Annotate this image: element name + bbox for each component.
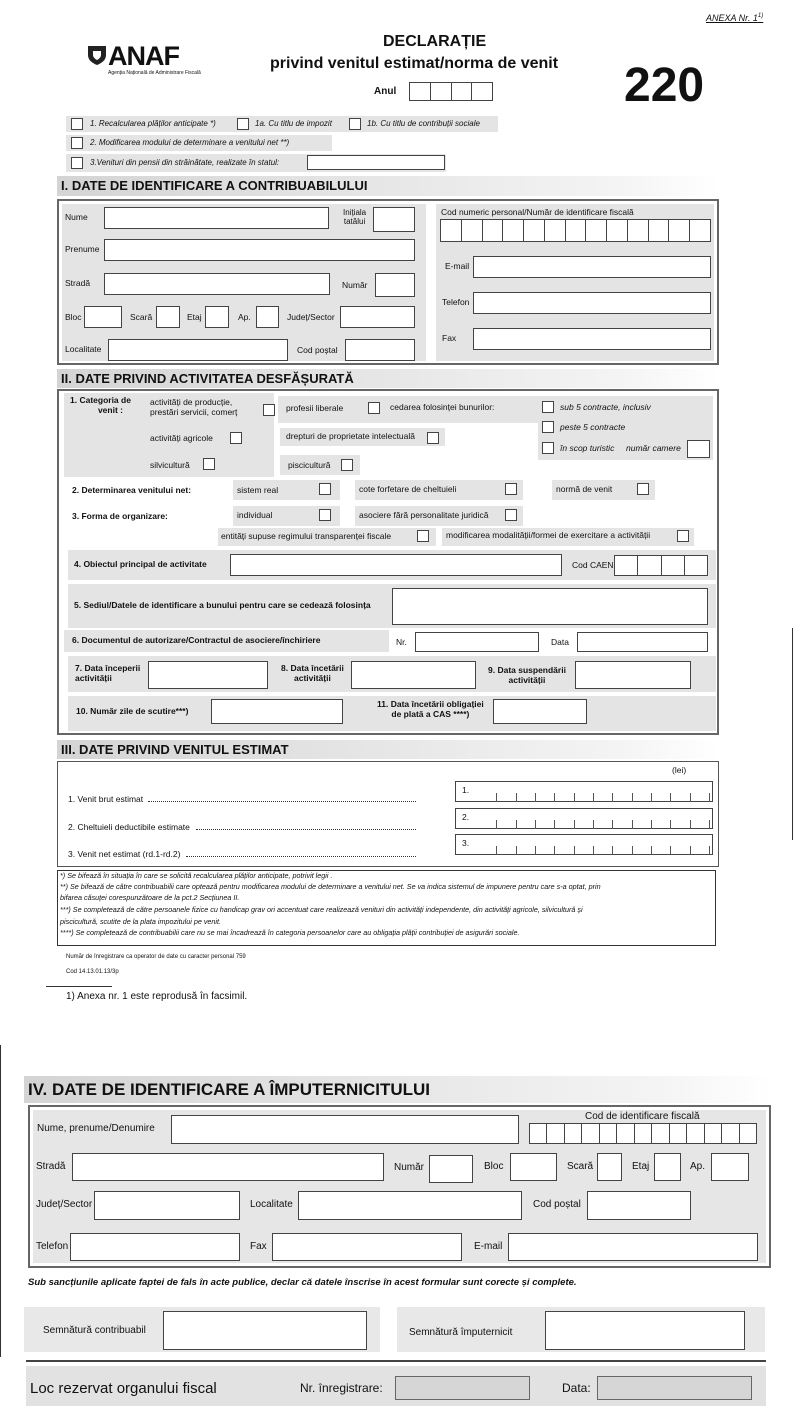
section-4-title: IV. DATE DE IDENTIFICARE A ÎMPUTERNICITULUI [24,1076,771,1103]
imp-numar-input[interactable] [429,1155,473,1183]
strada-input[interactable] [104,273,330,295]
bloc-input[interactable] [84,306,122,328]
silvicultura-checkbox[interactable] [203,458,215,470]
peste5-checkbox[interactable] [542,421,554,433]
modificare-label: 2. Modificarea modului de determinare a venitului net **) [90,138,290,147]
imp-nume-label: Nume, prenume/Denumire [37,1123,155,1134]
turistic-checkbox[interactable] [542,442,554,454]
cote-label: cote forfetare de cheltuieli [359,484,457,494]
imp-ap-input[interactable] [711,1153,749,1181]
asociere-checkbox[interactable] [505,509,517,521]
incetarii-input[interactable] [351,661,476,689]
row-2-number: 2. [462,812,470,822]
recalculare-checkbox[interactable] [71,118,83,130]
drepturi-label: drepturi de proprietate intelectuală [286,431,415,441]
note-2b: bifarea căsuței corespunzătoare de la pct.2 Secțiunea II. [60,893,240,902]
section-2-title: II. DATE PRIVIND ACTIVITATEA DESFĂȘURATĂ [57,369,719,388]
obiect-input[interactable] [230,554,562,576]
obiect-label: 4. Obiectul principal de activitate [74,559,207,569]
venit-brut-label: 1. Venit brut estimat [68,794,144,804]
imp-ap-label: Ap. [690,1161,706,1172]
cote-checkbox[interactable] [505,483,517,495]
nume-input[interactable] [104,207,329,229]
sediul-label: 5. Sediul/Datele de identificare a bunului pentru care se cedează folosința [74,600,371,610]
caen-input[interactable] [614,555,708,576]
shield-icon [86,44,108,66]
note-1: *) Se bifează în situația în care se solicită recalcularea plăților anticipate, potrivit legii . [60,871,333,880]
logo-subtitle: Agenția Națională de Administrare Fiscală [108,70,201,76]
anexa-label: ANEXA Nr. 1$^{1)}$ [706,13,764,23]
row-1-number: 1. [462,785,470,795]
norma-checkbox[interactable] [637,483,649,495]
venit-net-input[interactable] [455,834,713,855]
numar-input[interactable] [375,273,415,297]
scara-label: Scară [130,312,153,322]
drepturi-checkbox[interactable] [427,432,439,444]
sistem-real-label: sistem real [237,485,279,495]
semn-imput-label: Semnătură împuternicit [409,1327,513,1338]
entitati-checkbox[interactable] [417,530,429,542]
imp-email-label: E-mail [474,1241,503,1252]
venit-net-label: 3. Venit net estimat (rd.1-rd.2) [68,849,181,859]
imp-cod-postal-label: Cod poștal [533,1199,581,1210]
semn-contrib-label: Semnătură contribuabil [43,1325,146,1336]
cheltuieli-label: 2. Cheltuieli deductibile estimate [68,822,190,832]
cas-input[interactable] [493,699,587,724]
documentul-label: 6. Documentul de autorizare/Contractul de asociere/închiriere [72,635,321,645]
note-3b: piscicultură, scutite de la plata impozitului pe venit. [60,917,222,926]
productie-label: activități de producție, prestări servicii, comerț [150,397,238,417]
stat-input[interactable] [307,155,445,170]
imp-scara-label: Scară [567,1161,594,1172]
titlu-impozit-label: 1a. Cu titlu de impozit [255,119,332,128]
imp-cif-input[interactable] [529,1123,757,1144]
profesii-label: profesii liberale [286,403,344,413]
semn-contrib-input[interactable] [163,1311,367,1350]
prenume-input[interactable] [104,239,415,261]
prenume-label: Prenume [65,244,100,254]
imp-strada-input[interactable] [72,1153,384,1181]
entitati-label: entități supuse regimului transparenței fiscale [221,531,392,541]
determinarea-label: 2. Determinarea venitului net: [72,485,192,495]
cod-postal-label: Cod poștal [297,345,338,355]
imp-telefon-input[interactable] [70,1233,240,1261]
an-input[interactable] [409,82,493,101]
individual-label: individual [237,510,273,520]
note-2a: **) Se bifează de către contribuabilii care optează pentru modificarea modului de determinare a venitului net. Se va indica sistemul de impunere pentru care s-a optat, prin [60,882,601,891]
imp-telefon-label: Telefon [36,1241,69,1252]
titlu-contributii-label: 1b. Cu titlu de contribuții sociale [367,119,480,128]
camere-label: număr camere [626,443,681,453]
modificarea-label: modificarea modalității/formei de exercitare a activității [446,530,651,540]
judet-label: Județ/Sector [287,312,335,322]
data-input[interactable] [597,1376,752,1400]
ap-label: Ap. [238,312,251,322]
imp-cod-postal-input[interactable] [587,1191,691,1220]
telefon-label: Telefon [442,297,470,307]
silvicultura-label: silvicultură [150,460,190,470]
lei-label: (lei) [672,765,687,775]
imp-fax-input[interactable] [272,1233,462,1261]
sediul-input[interactable] [392,588,708,625]
telefon-input[interactable] [473,292,711,314]
fax-input[interactable] [473,328,711,350]
recalculare-label: 1. Recalcularea plăților anticipate *) [90,119,216,128]
ap-input[interactable] [256,306,279,328]
note-3a: ***) Se completează de către persoanele fizice cu handicap grav ori accentuat care realizează venituri din activități independente, din activități agricole, silvicultură și [60,905,583,914]
piscicultura-checkbox[interactable] [341,459,353,471]
imp-localitate-label: Localitate [250,1199,293,1210]
sub5-checkbox[interactable] [542,401,554,413]
caen-label: Cod CAEN [572,560,614,570]
scutire-label: 10. Număr zile de scutire***) [76,706,189,716]
agricole-label: activități agricole [150,433,213,443]
doc-data-label: Data [551,637,569,647]
imp-numar-label: Număr [394,1162,425,1173]
title-subtitle: privind venitul estimat/norma de venit [270,55,559,72]
sistem-real-checkbox[interactable] [319,483,331,495]
imp-scara-input[interactable] [597,1153,622,1181]
doc-nr-label: Nr. [396,637,407,647]
footnote: 1) Anexa nr. 1 este reprodusă în facsimil. [66,991,248,1002]
fax-label: Fax [442,333,457,343]
nume-label: Nume [65,212,88,222]
initiala-input[interactable] [373,207,415,232]
form-code: Cod 14.13.01.13/3p [66,969,119,975]
cedarea-label: cedarea folosinței bunurilor: [390,402,495,412]
pensii-checkbox[interactable] [71,157,83,169]
profesii-checkbox[interactable] [368,402,380,414]
title-declaratie: DECLARAȚIE [383,33,487,50]
imp-cif-label: Cod de identificare fiscală [585,1111,700,1122]
titlu-contributii-checkbox[interactable] [349,118,361,130]
peste5-label: peste 5 contracte [560,422,626,432]
inceperii-label: 7. Data începerii activității [75,663,141,683]
titlu-impozit-checkbox[interactable] [237,118,249,130]
sub5-label: sub 5 contracte, inclusiv [560,402,651,412]
numar-label: Număr [342,280,368,290]
etaj-input[interactable] [205,306,229,328]
initiala-label: Inițiala tatălui [343,208,367,227]
imp-judet-input[interactable] [94,1191,240,1220]
asociere-label: asociere fără personalitate juridică [359,510,489,520]
cheltuieli-input[interactable] [455,808,713,829]
suspendarii-input[interactable] [575,661,691,689]
venit-brut-input[interactable] [455,781,713,802]
imp-strada-label: Stradă [36,1161,66,1172]
imp-bloc-label: Bloc [484,1161,504,1172]
form-number: 220 [624,59,705,112]
scutire-input[interactable] [211,699,343,724]
cod-postal-input[interactable] [345,339,415,361]
forma-label: 3. Forma de organizare: [72,511,168,521]
section-3-title: III. DATE PRIVIND VENITUL ESTIMAT [57,740,719,759]
doc-data-input[interactable] [577,632,708,652]
operator-label: Număr de înregistrare ca operator de date cu caracter personal 759 [66,954,246,960]
note-4: ****) Se completează de contribuabilii care nu se mai încadrează în categoria persoanelor care au obligația plății contribuției de asigurări sociale. [60,928,520,937]
imp-email-input[interactable] [508,1233,758,1261]
incetarii-label: 8. Data încetării activității [281,663,344,683]
row-3-number: 3. [462,838,470,848]
cnp-input[interactable] [440,219,711,242]
cas-label: 11. Data încetării obligației de plată a CAS ****) [377,699,484,719]
imp-nume-input[interactable] [171,1115,519,1144]
camere-input[interactable] [687,440,710,458]
doc-nr-input[interactable] [415,632,539,652]
email-input[interactable] [473,256,711,278]
semn-imput-input[interactable] [545,1311,745,1350]
judet-input[interactable] [340,306,415,328]
categoria-label: 1. Categoria de venit : [70,395,131,415]
nr-inreg-label: Nr. înregistrare: [300,1381,383,1395]
pensii-label: 3.Venituri din pensii din străinătate, realizate în statul: [90,158,280,167]
imp-bloc-input[interactable] [510,1153,557,1181]
imp-etaj-input[interactable] [654,1153,681,1181]
piscicultura-label: piscicultură [288,460,331,470]
imp-fax-label: Fax [250,1241,267,1252]
anaf-logo [86,41,201,76]
imp-etaj-label: Etaj [632,1161,650,1172]
strada-label: Stradă [65,278,91,288]
modificare-checkbox[interactable] [71,137,83,149]
bloc-label: Bloc [65,312,82,322]
individual-checkbox[interactable] [319,509,331,521]
localitate-label: Localitate [65,344,102,354]
localitate-input[interactable] [108,339,288,361]
email-label: E-mail [445,261,470,271]
data-label: Data: [562,1381,591,1395]
turistic-label: în scop turistic [560,443,615,453]
norma-label: normă de venit [556,484,613,494]
declar-text: Sub sancțiunile aplicate faptei de fals în acte publice, declar că datele înscrise în acest formular sunt corecte și complete. [28,1277,577,1288]
imp-judet-label: Județ/Sector [36,1199,93,1210]
loc-rezervat-label: Loc rezervat organului fiscal [30,1380,217,1397]
cnp-label: Cod numeric personal/Număr de identificare fiscală [441,207,634,217]
section-1-title: I. DATE DE IDENTIFICARE A CONTRIBUABILULUI [57,176,719,196]
etaj-label: Etaj [187,312,202,322]
scara-input[interactable] [156,306,180,328]
productie-checkbox[interactable] [263,404,275,416]
an-label: Anul [374,86,397,97]
nr-inreg-input[interactable] [395,1376,530,1400]
logo-text: ANAF [108,41,179,71]
agricole-checkbox[interactable] [230,432,242,444]
imp-localitate-input[interactable] [298,1191,522,1220]
suspendarii-label: 9. Data suspendării activității [488,665,566,685]
inceperii-input[interactable] [148,661,268,689]
modificarea-checkbox[interactable] [677,530,689,542]
